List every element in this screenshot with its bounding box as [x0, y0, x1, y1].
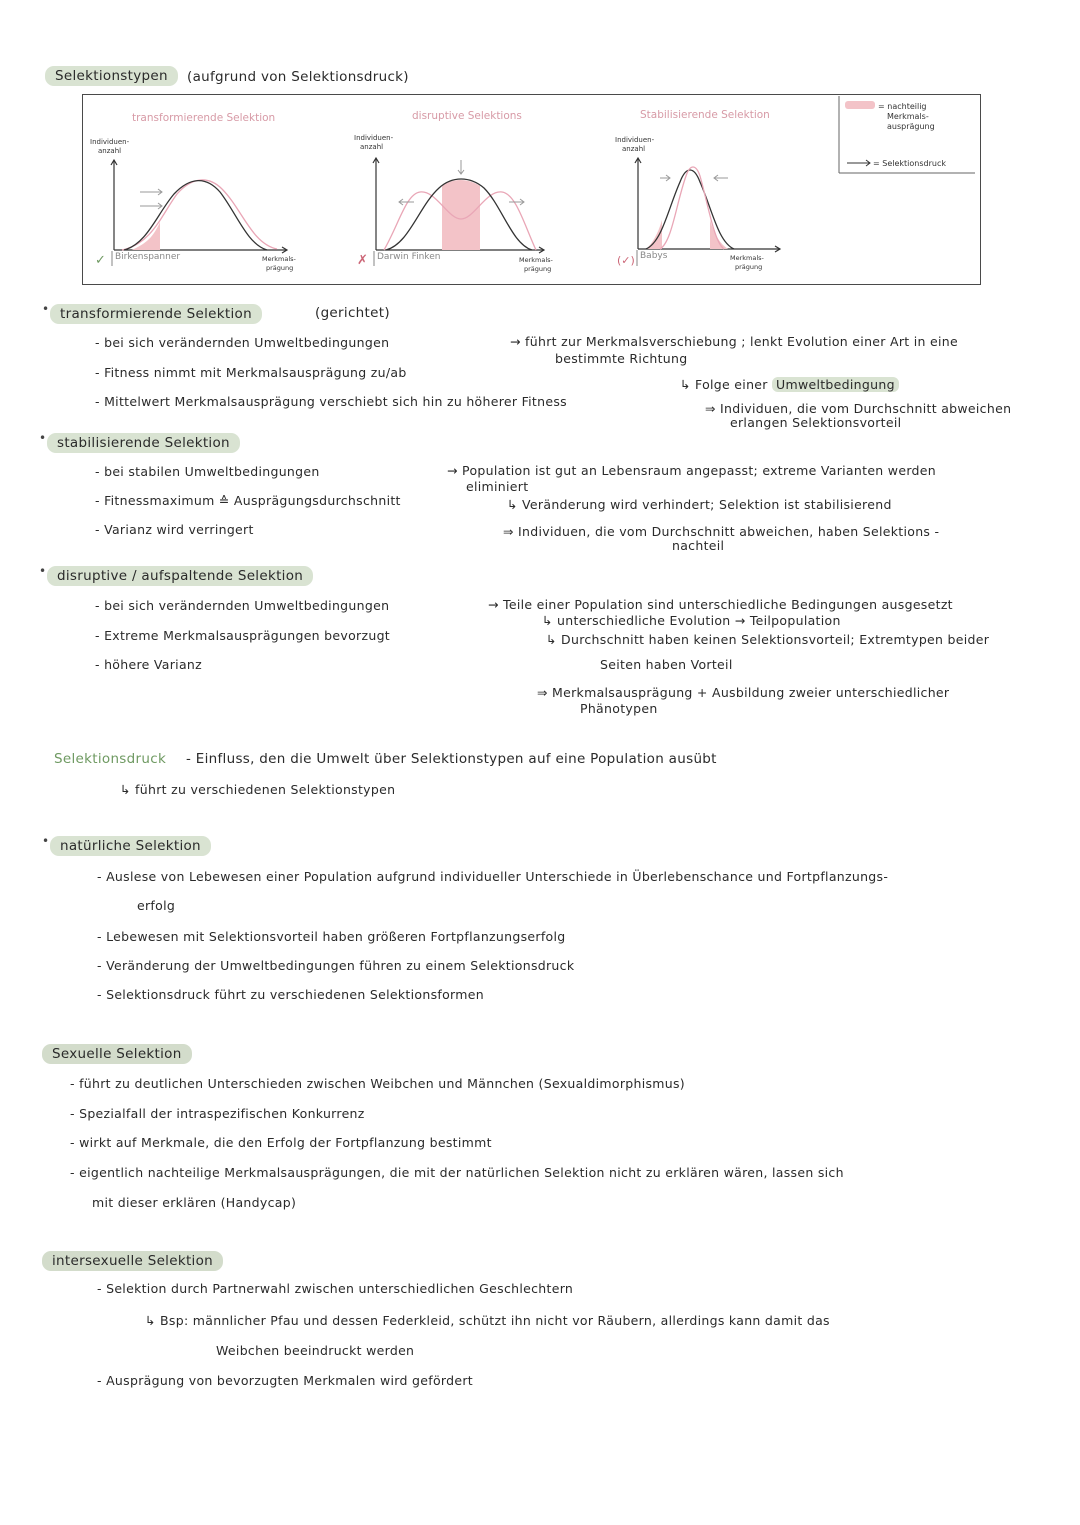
svg-text:Individuen-: Individuen-	[615, 136, 655, 144]
transform-title: • transformierende Selektion	[50, 304, 262, 324]
diagram-stabil	[615, 109, 780, 271]
transform-note: (gerichtet)	[315, 305, 390, 321]
example-darwin-finken: Darwin Finken	[377, 252, 441, 262]
svg-text:anzahl: anzahl	[360, 143, 384, 151]
example-babys: Babys	[640, 251, 668, 261]
svg-text:prägung: prägung	[735, 263, 763, 271]
diagram-title-transform: transformierende Selektion	[132, 112, 276, 124]
druck-term: Selektionsdruck	[54, 751, 167, 767]
natural-title: • natürliche Selektion	[50, 836, 211, 856]
svg-text:✗: ✗	[357, 253, 368, 268]
svg-text:= Selektionsdruck: = Selektionsdruck	[873, 159, 946, 168]
diagram-transform	[90, 112, 297, 272]
svg-text:✓: ✓	[95, 253, 106, 268]
svg-text:Merkmals-: Merkmals-	[519, 256, 553, 264]
header-subtitle: (aufgrund von Selektionsdruck)	[187, 69, 409, 85]
disrupt-title: • disruptive / aufspaltende Selektion	[47, 566, 313, 586]
diagram-title-disruptive: disruptive Selektions	[412, 110, 522, 122]
svg-text:Individuen-: Individuen-	[354, 134, 394, 142]
sexual-title: Sexuelle Selektion	[42, 1044, 192, 1064]
section-tag: Selektionstypen	[45, 66, 178, 86]
stabil-title: • stabilisierende Selektion	[47, 433, 240, 453]
svg-text:ausprägung: ausprägung	[887, 122, 935, 131]
svg-text:Merkmals-: Merkmals-	[730, 254, 764, 262]
diagram-disruptive	[354, 110, 554, 273]
example-birkenspanner: Birkenspanner	[115, 252, 181, 262]
svg-text:Individuen-: Individuen-	[90, 138, 130, 146]
inter-title: intersexuelle Selektion	[42, 1251, 223, 1271]
selection-diagrams	[82, 94, 979, 283]
svg-text:Merkmals-: Merkmals-	[887, 112, 929, 121]
svg-text:(✓): (✓)	[617, 254, 635, 267]
diagram-title-stabil: Stabilisierende Selektion	[640, 109, 770, 121]
svg-text:prägung: prägung	[266, 264, 294, 272]
svg-text:prägung: prägung	[524, 265, 552, 273]
svg-text:anzahl: anzahl	[622, 145, 646, 153]
svg-text:Merkmals-: Merkmals-	[262, 255, 296, 263]
umweltbedingung-highlight: Umweltbedingung	[772, 377, 899, 392]
diagram-legend	[839, 96, 975, 173]
svg-text:= nachteilig: = nachteilig	[878, 102, 927, 111]
svg-text:anzahl: anzahl	[98, 147, 122, 155]
